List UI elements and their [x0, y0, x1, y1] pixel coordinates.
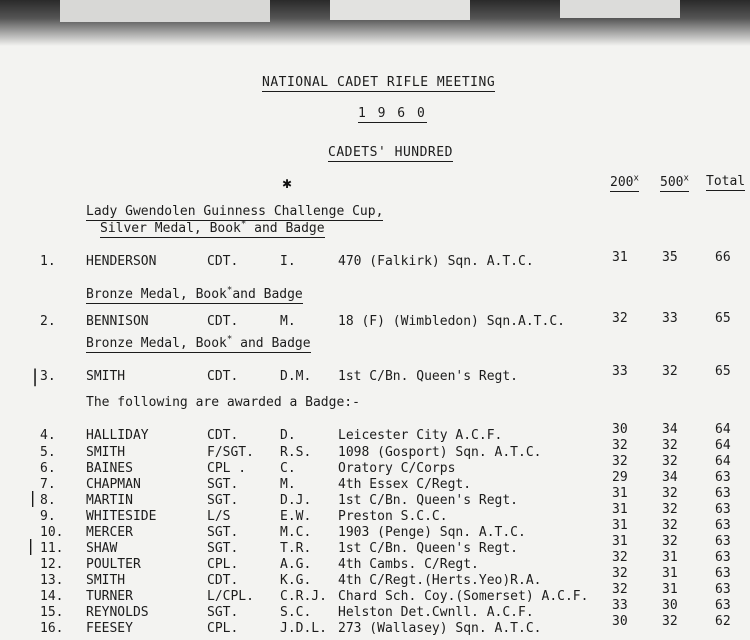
- position: 6.: [40, 461, 56, 476]
- rank: L/S: [207, 509, 231, 524]
- score-200: 32: [612, 311, 628, 326]
- badge-intro: The following are awarded a Badge:-: [86, 395, 360, 410]
- score-500: 31: [662, 566, 678, 581]
- surname: HENDERSON: [86, 254, 157, 269]
- unit: Helston Det.Cwnll. A.C.F.: [338, 605, 534, 620]
- score-200: 30: [612, 422, 628, 437]
- position: 11.: [40, 541, 64, 556]
- initials: C.: [280, 461, 296, 476]
- rank: CDT.: [207, 314, 239, 329]
- col-500-header: 500$^x$: [660, 174, 689, 191]
- margin-tick-11: |: [28, 536, 34, 555]
- initials: I.: [280, 254, 296, 269]
- score-500: 34: [662, 422, 678, 437]
- event-title: CADETS' HUNDRED: [328, 145, 453, 160]
- score-200: 32: [612, 454, 628, 469]
- initials: E.W.: [280, 509, 312, 524]
- unit: 1st C/Bn. Queen's Regt.: [338, 493, 519, 508]
- rank: SGT.: [207, 477, 239, 492]
- unit: 4th Cambs. C/Regt.: [338, 557, 479, 572]
- initials: M.: [280, 314, 296, 329]
- position: 9.: [40, 509, 56, 524]
- score-500: 32: [662, 502, 678, 517]
- score-500: 32: [662, 486, 678, 501]
- initials: D.: [280, 428, 296, 443]
- unit: 1st C/Bn. Queen's Regt.: [338, 541, 519, 556]
- ink-mark: ✱: [282, 177, 293, 191]
- unit: 1098 (Gosport) Sqn. A.T.C.: [338, 445, 542, 460]
- surname: BENNISON: [86, 314, 149, 329]
- surname: WHITESIDE: [86, 509, 157, 524]
- surname: SMITH: [86, 445, 126, 460]
- rank: L/CPL.: [207, 589, 254, 604]
- document-year: 1 9 6 0: [358, 106, 427, 121]
- unit: 1st C/Bn. Queen's Regt.: [338, 369, 519, 384]
- unit: 470 (Falkirk) Sqn. A.T.C.: [338, 254, 534, 269]
- initials: D.J.: [280, 493, 312, 508]
- position: 14.: [40, 589, 64, 604]
- score-500: 32: [662, 518, 678, 533]
- document-title: NATIONAL CADET RIFLE MEETING: [262, 75, 496, 90]
- unit: 4th Essex C/Regt.: [338, 477, 472, 492]
- col-total-header: Total: [706, 174, 746, 189]
- rank: SGT.: [207, 541, 239, 556]
- score-200: 32: [612, 582, 628, 597]
- surname: SMITH: [86, 573, 126, 588]
- initials: C.R.J.: [280, 589, 327, 604]
- position: 15.: [40, 605, 64, 620]
- position: 7.: [40, 477, 56, 492]
- score-200: 33: [612, 364, 628, 379]
- score-total: 62: [715, 614, 731, 629]
- score-total: 66: [715, 250, 731, 265]
- surname: MARTIN: [86, 493, 133, 508]
- position: 4.: [40, 428, 56, 443]
- score-500: 32: [662, 534, 678, 549]
- score-total: 63: [715, 518, 731, 533]
- score-total: 64: [715, 454, 731, 469]
- score-200: 29: [612, 470, 628, 485]
- initials: M.C.: [280, 525, 312, 540]
- score-500: 32: [662, 438, 678, 453]
- initials: A.G.: [280, 557, 312, 572]
- score-200: 31: [612, 486, 628, 501]
- score-total: 63: [715, 502, 731, 517]
- surname: MERCER: [86, 525, 133, 540]
- rank: CPL.: [207, 621, 239, 636]
- rank: SGT.: [207, 605, 239, 620]
- score-total: 63: [715, 534, 731, 549]
- rank: CDT.: [207, 369, 239, 384]
- score-500: 32: [662, 614, 678, 629]
- score-200: 31: [612, 534, 628, 549]
- position: 2.: [40, 314, 56, 329]
- bronze-award-2: Bronze Medal, Book* and Badge: [86, 335, 311, 352]
- surname: HALLIDAY: [86, 428, 149, 443]
- unit: 4th C/Regt.(Herts.Yeo)R.A.: [338, 573, 542, 588]
- score-200: 30: [612, 614, 628, 629]
- cup-title-line1: Lady Gwendolen Guinness Challenge Cup,: [86, 204, 384, 219]
- cup-title-line2: Silver Medal, Book* and Badge: [100, 220, 325, 237]
- position: 12.: [40, 557, 64, 572]
- score-500: 31: [662, 582, 678, 597]
- rank: CPL .: [207, 461, 247, 476]
- initials: K.G.: [280, 573, 312, 588]
- score-500: 30: [662, 598, 678, 613]
- score-total: 63: [715, 486, 731, 501]
- bronze-award-1: Bronze Medal, Book*and Badge: [86, 286, 303, 303]
- score-total: 65: [715, 364, 731, 379]
- surname: CHAPMAN: [86, 477, 141, 492]
- score-500: 33: [662, 311, 678, 326]
- position: 10.: [40, 525, 64, 540]
- rank: F/SGT.: [207, 445, 254, 460]
- surname: SMITH: [86, 369, 126, 384]
- initials: R.S.: [280, 445, 312, 460]
- rank: CDT.: [207, 573, 239, 588]
- score-200: 32: [612, 438, 628, 453]
- rank: CDT.: [207, 428, 239, 443]
- initials: S.C.: [280, 605, 312, 620]
- position: 13.: [40, 573, 64, 588]
- score-500: 32: [662, 364, 678, 379]
- surname: SHAW: [86, 541, 118, 556]
- score-total: 63: [715, 566, 731, 581]
- rank: SGT.: [207, 525, 239, 540]
- col-200-header: 200$^x$: [610, 174, 639, 191]
- score-total: 65: [715, 311, 731, 326]
- unit: 1903 (Penge) Sqn. A.T.C.: [338, 525, 526, 540]
- score-total: 63: [715, 470, 731, 485]
- initials: M.: [280, 477, 296, 492]
- surname: REYNOLDS: [86, 605, 149, 620]
- unit: 273 (Wallasey) Sqn. A.T.C.: [338, 621, 542, 636]
- margin-tick-8: |: [30, 488, 36, 507]
- score-total: 63: [715, 598, 731, 613]
- score-200: 31: [612, 518, 628, 533]
- position: 5.: [40, 445, 56, 460]
- score-total: 64: [715, 422, 731, 437]
- surname: TURNER: [86, 589, 133, 604]
- score-200: 32: [612, 566, 628, 581]
- position: 1.: [40, 254, 56, 269]
- unit: Preston S.C.C.: [338, 509, 448, 524]
- score-total: 63: [715, 550, 731, 565]
- position: 3.: [40, 369, 56, 384]
- score-500: 31: [662, 550, 678, 565]
- rank: CDT.: [207, 254, 239, 269]
- rank: SGT.: [207, 493, 239, 508]
- position: 8.: [40, 493, 56, 508]
- initials: T.R.: [280, 541, 312, 556]
- initials: D.M.: [280, 369, 312, 384]
- score-500: 32: [662, 454, 678, 469]
- score-200: 31: [612, 502, 628, 517]
- score-total: 63: [715, 582, 731, 597]
- initials: J.D.L.: [280, 621, 327, 636]
- surname: BAINES: [86, 461, 133, 476]
- unit: 18 (F) (Wimbledon) Sqn.A.T.C.: [338, 314, 565, 329]
- score-total: 64: [715, 438, 731, 453]
- scan-top-edge: [0, 0, 750, 46]
- score-200: 31: [612, 250, 628, 265]
- position: 16.: [40, 621, 64, 636]
- rank: CPL.: [207, 557, 239, 572]
- unit: Oratory C/Corps: [338, 461, 456, 476]
- score-500: 34: [662, 470, 678, 485]
- surname: POULTER: [86, 557, 141, 572]
- score-500: 35: [662, 250, 678, 265]
- margin-tick-3: |: [32, 366, 39, 387]
- score-200: 33: [612, 598, 628, 613]
- unit: Chard Sch. Coy.(Somerset) A.C.F.: [338, 589, 589, 604]
- score-200: 32: [612, 550, 628, 565]
- unit: Leicester City A.C.F.: [338, 428, 503, 443]
- surname: FEESEY: [86, 621, 133, 636]
